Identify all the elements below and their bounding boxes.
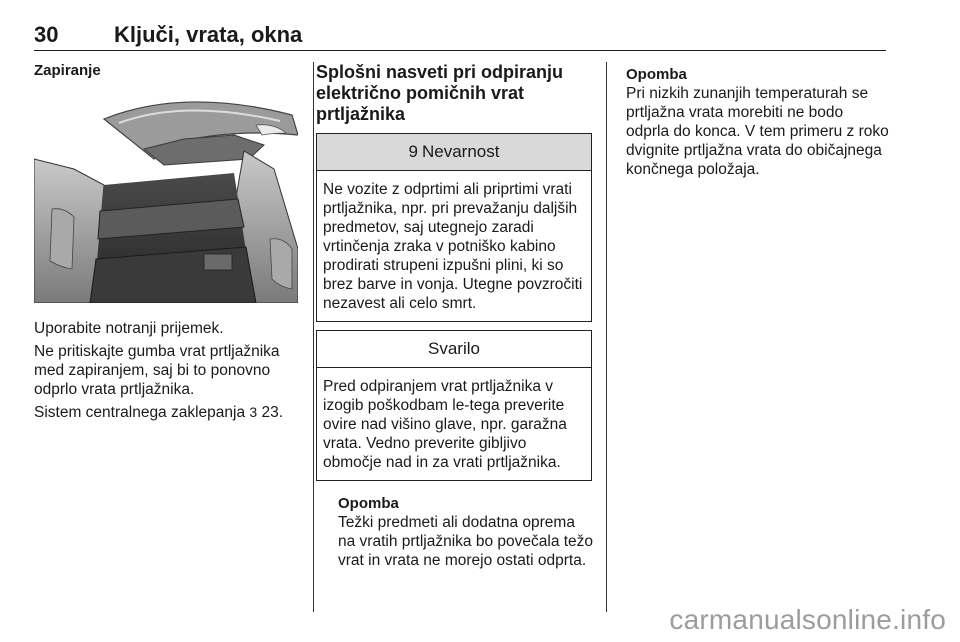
section-title-closing: Zapiranje <box>34 62 101 79</box>
note-text: Pri nizkih zunanjih temperaturah se prtljažna vrata morebiti ne bodo odprla do konca. V tem primeru z roko dvignite prtljažna vrata do običajnega končnega položaja. <box>626 85 889 178</box>
page-ref-arrow-icon: 3 <box>249 404 258 420</box>
paragraph: Ne pritiskajte gumba vrat prtljažnika med zapiranjem, saj bi to ponovno odprlo vrata prtljažnika. <box>34 343 280 398</box>
caution-box-header <box>317 331 591 368</box>
column-divider <box>606 62 607 612</box>
page-number: 30 <box>34 22 59 47</box>
warning-box <box>316 133 592 322</box>
cross-reference-page: 23. <box>261 404 284 421</box>
note-title: Opomba <box>338 495 399 512</box>
warning-box-header <box>317 134 591 171</box>
column-divider <box>313 62 314 612</box>
note-text: Težki predmeti ali dodatna oprema na vratih prtljažnika bo povečala težo vrat in vrata ne morejo ostati odprta. <box>338 514 594 569</box>
warning-triangle-icon: 9 <box>408 142 418 161</box>
paragraph: Uporabite notranji prijemek. <box>34 320 224 337</box>
column-closing <box>34 62 302 426</box>
page-header <box>34 22 886 51</box>
note-block <box>316 495 594 570</box>
note-title: Opomba <box>626 66 687 83</box>
caution-label: Svarilo <box>428 339 480 358</box>
warning-label: Nevarnost <box>421 142 500 161</box>
section-title-general-advice: Splošni nasveti pri odpiranju električno pomičnih vrat prtljažnika <box>316 62 564 124</box>
warning-text: Ne vozite z odprtimi ali priprtimi vrati prtljažnika, npr. pri prevažanju daljših predmetov, saj utegnejo zaradi vrtinčenja zraka v potniško kabino prodirati strupeni izpušni plini, ki so brez barve in vonja. Utegne povzročiti nezavest ali celo smrt. <box>323 181 583 312</box>
tailgate-photo <box>34 89 298 303</box>
note-block <box>620 62 890 179</box>
caution-text: Pred odpiranjem vrat prtljažnika v izogib poškodbam le-tega preverite ovire nad višino glave, npr. garažna vrata. Vedno preverite gibljivo območje nad in za vrati prtljažnika. <box>323 378 567 471</box>
column-note <box>620 62 890 179</box>
chapter-title: Ključi, vrata, okna <box>114 22 303 47</box>
watermark-text: carmanualsonline.info <box>669 604 946 635</box>
cross-reference <box>34 403 302 422</box>
caution-box <box>316 330 592 481</box>
column-general-advice <box>316 62 594 570</box>
cross-reference-text: Sistem centralnega zaklepanja <box>34 404 246 421</box>
